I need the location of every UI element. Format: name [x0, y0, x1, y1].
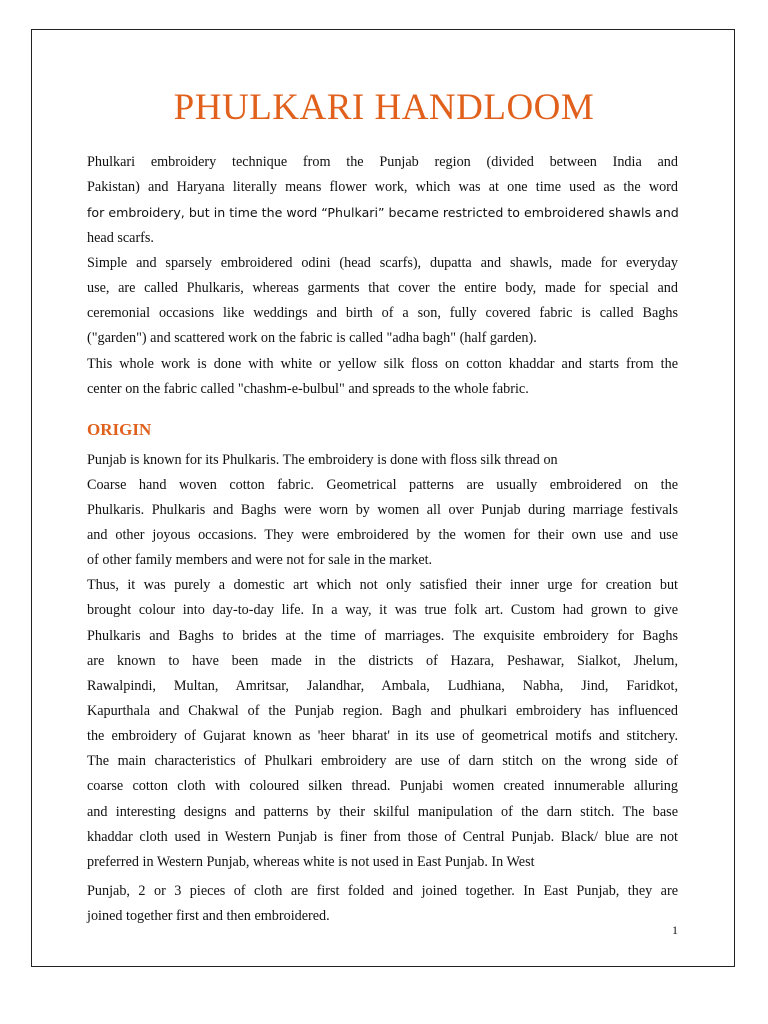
- origin-line-18: Punjab, 2 or 3 pieces of cloth are first folded and joined together. In East Punjab, they are: [87, 883, 678, 899]
- origin-line-17: preferred in Western Punjab, whereas white is not used in East Punjab. In West: [87, 854, 535, 870]
- origin-line-13: The main characteristics of Phulkari embroidery are use of darn stitch on the wrong side of: [87, 753, 678, 769]
- origin-line-5: of other family members and were not for sale in the market.: [87, 552, 433, 568]
- origin-line-1: Punjab is known for its Phulkaris. The embroidery is done with floss silk thread on: [87, 452, 558, 468]
- origin-line-2: Coarse hand woven cotton fabric. Geometrical patterns are usually embroidered on the: [87, 477, 678, 493]
- intro-line-10: center on the fabric called "chashm-e-bulbul" and spreads to the whole fabric.: [87, 381, 529, 397]
- origin-line-11: Kapurthala and Chakwal of the Punjab region. Bagh and phulkari embroidery has influenced: [87, 703, 678, 719]
- intro-line-3: for embroidery, but in time the word “Phulkari” became restricted to embroidered shawls and: [87, 205, 679, 220]
- origin-heading: ORIGIN: [87, 420, 152, 439]
- intro-line-7: ceremonial occasions like weddings and birth of a son, fully covered fabric is called Baghs: [87, 305, 678, 321]
- origin-line-9: are known to have been made in the districts of Hazara, Peshawar, Sialkot, Jhelum,: [87, 653, 678, 669]
- origin-line-4: and other joyous occasions. They were embroidered by the women for their own use and use: [87, 527, 678, 543]
- origin-line-8: Phulkaris and Baghs to brides at the time of marriages. The exquisite embroidery for Baghs: [87, 628, 678, 644]
- intro-line-5: Simple and sparsely embroidered odini (head scarfs), dupatta and shawls, made for everyday: [87, 255, 678, 271]
- origin-line-6: Thus, it was purely a domestic art which not only satisfied their inner urge for creation but: [87, 577, 678, 593]
- origin-line-12: the embroidery of Gujarat known as 'heer bharat' in its use of geometrical motifs and stitchery.: [87, 728, 678, 744]
- intro-line-1: Phulkari embroidery technique from the Punjab region (divided between India and: [87, 154, 678, 170]
- origin-line-3: Phulkaris. Phulkaris and Baghs were worn by women all over Punjab during marriage festivals: [87, 502, 678, 518]
- origin-line-14: coarse cotton cloth with coloured silken thread. Punjabi women created innumerable alluring: [87, 778, 678, 794]
- origin-line-7: brought colour into day-to-day life. In a way, it was true folk art. Custom had grown to give: [87, 602, 678, 618]
- origin-line-16: khaddar cloth used in Western Punjab is finer from those of Central Punjab. Black/ blue are not: [87, 829, 678, 845]
- intro-line-4: head scarfs.: [87, 230, 154, 246]
- page-title: PHULKARI HANDLOOM: [173, 87, 595, 128]
- intro-line-2: Pakistan) and Haryana literally means flower work, which was at one time used as the word: [87, 179, 678, 195]
- page-number: 1: [672, 923, 678, 937]
- origin-line-19: joined together first and then embroidered.: [87, 908, 330, 924]
- origin-line-15: and interesting designs and patterns by their skilful manipulation of the darn stitch. The base: [87, 804, 678, 820]
- origin-line-10: Rawalpindi, Multan, Amritsar, Jalandhar, Ambala, Ludhiana, Nabha, Jind, Faridkot,: [87, 678, 678, 694]
- intro-line-9: This whole work is done with white or yellow silk floss on cotton khaddar and starts from the: [87, 356, 678, 372]
- intro-line-8: ("garden") and scattered work on the fabric is called "adha bagh" (half garden).: [87, 330, 537, 346]
- intro-line-6: use, are called Phulkaris, whereas garments that cover the entire body, made for special and: [87, 280, 678, 296]
